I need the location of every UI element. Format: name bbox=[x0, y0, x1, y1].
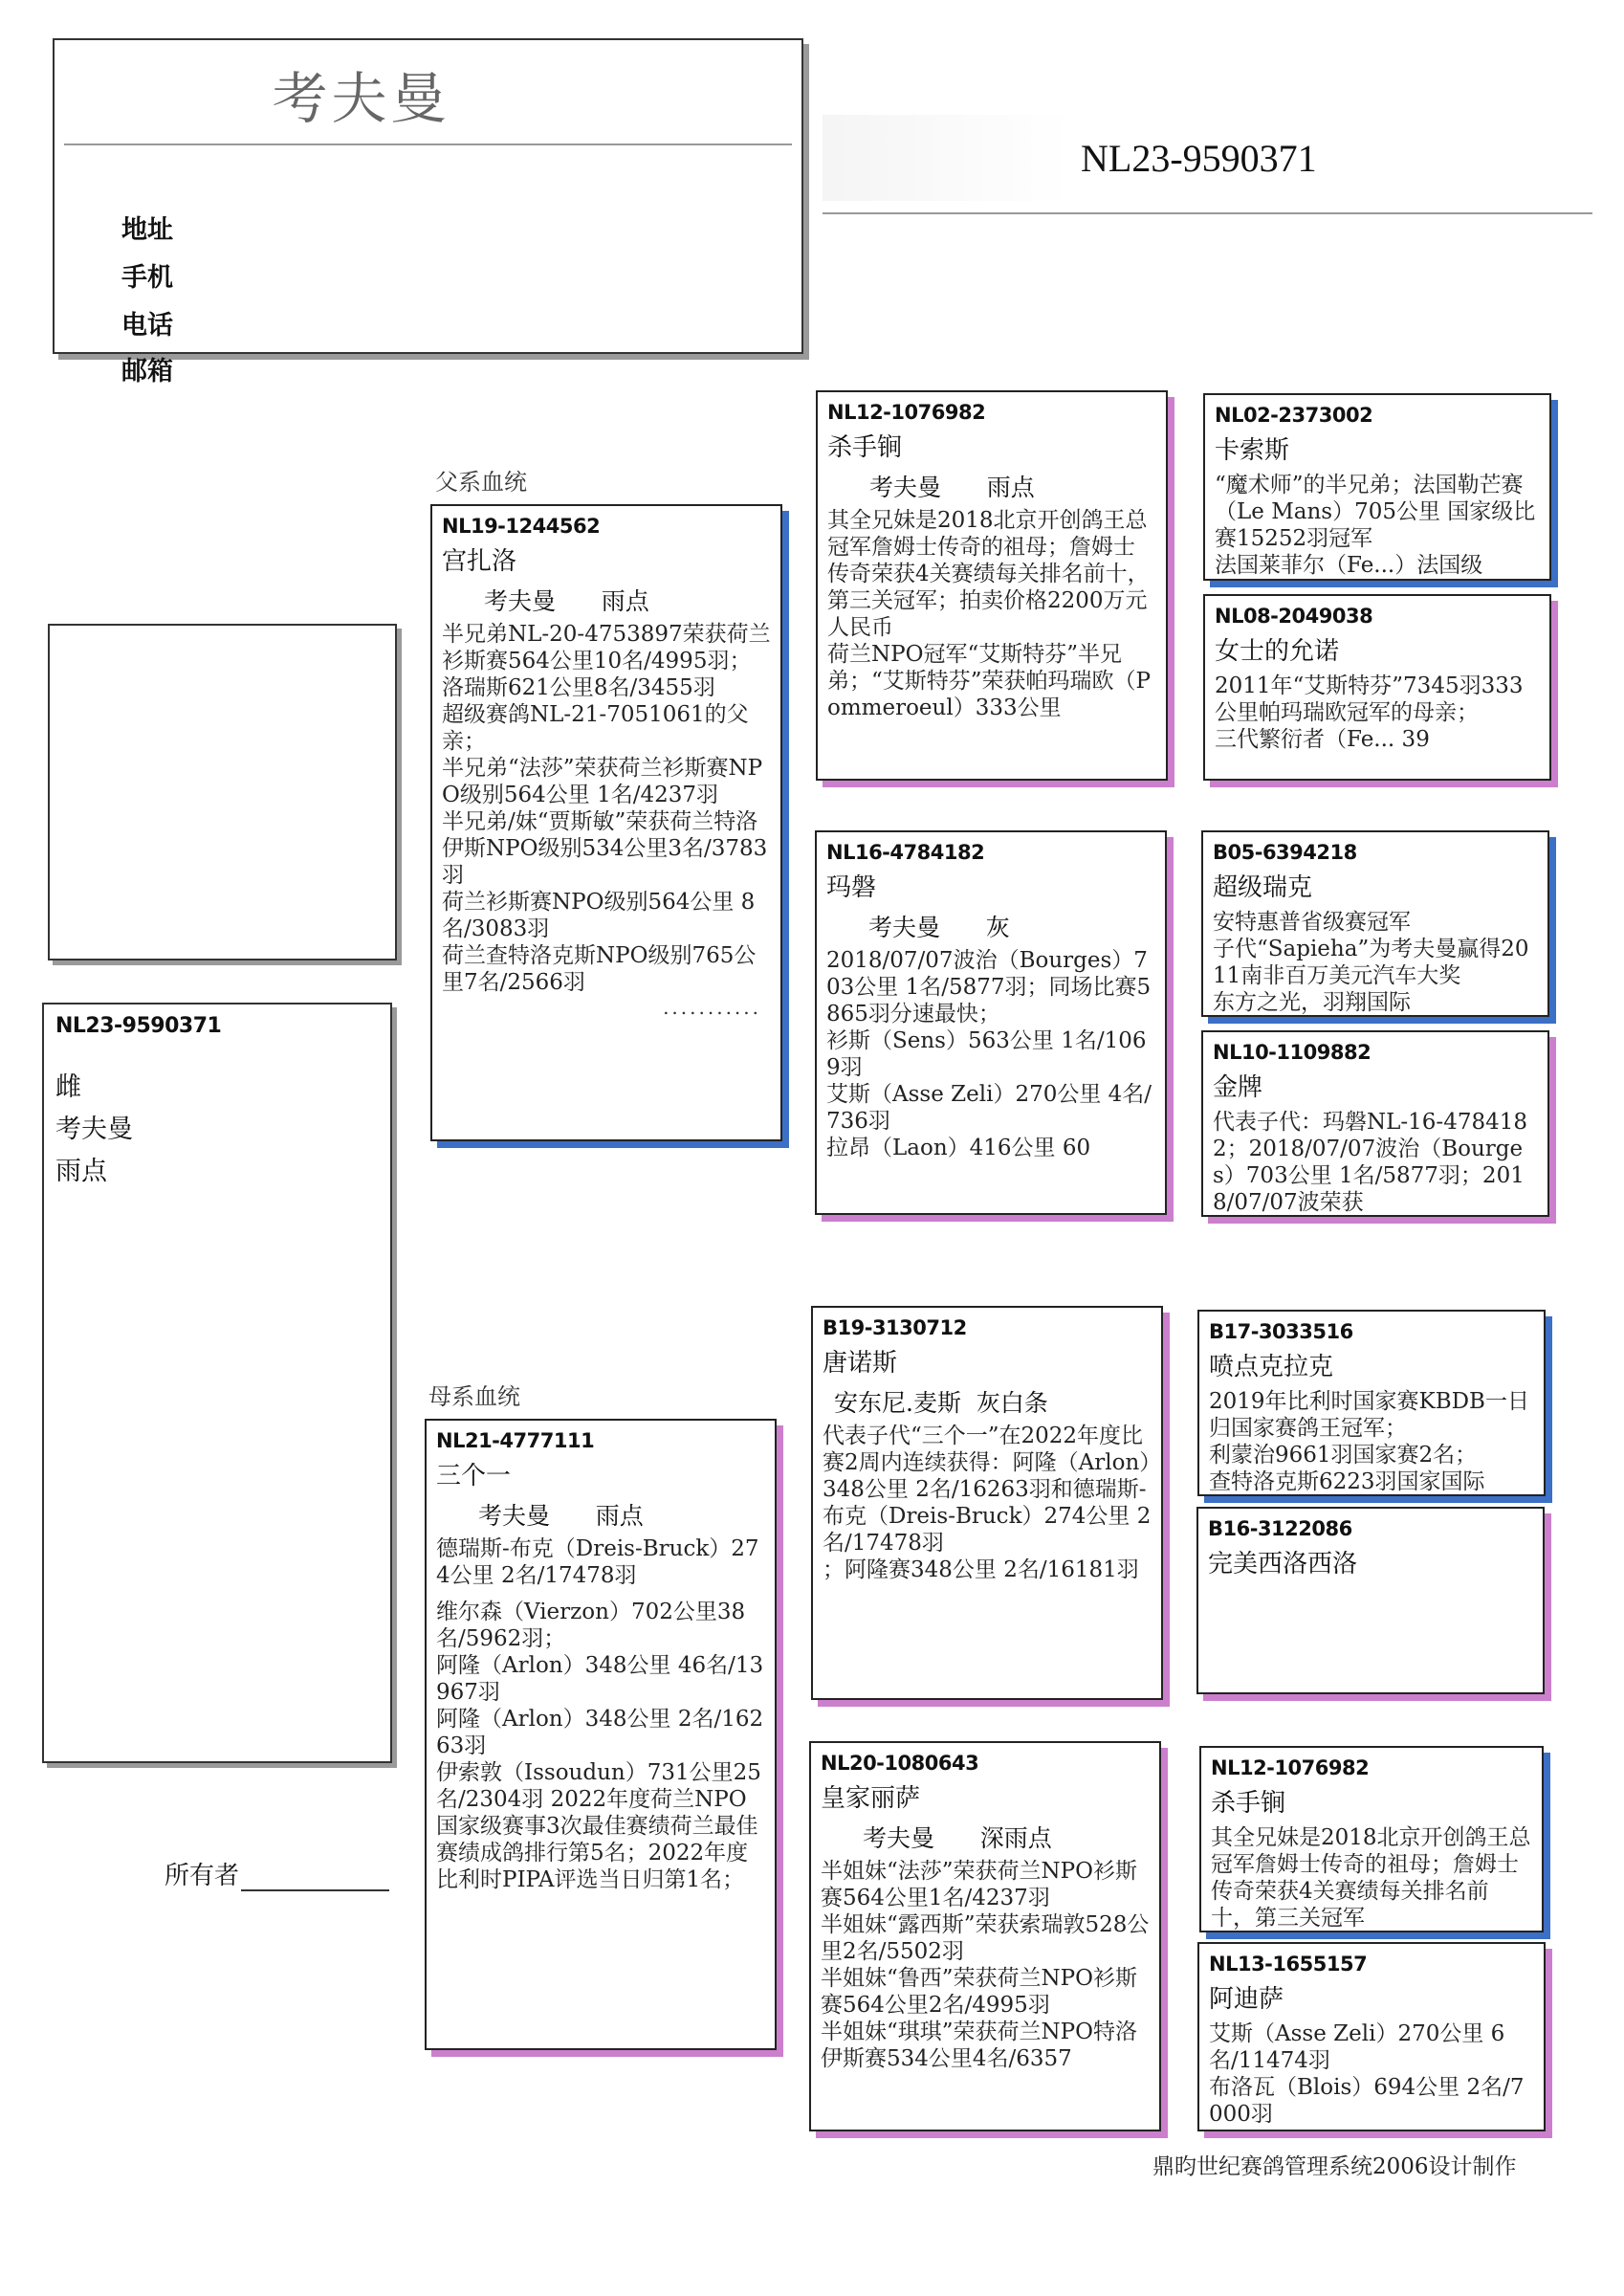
sire-dam-color: 灰 bbox=[985, 914, 1010, 941]
dam-line-label: 母系血统 bbox=[428, 1383, 520, 1410]
dam-ring: NL21-4777111 bbox=[436, 1429, 595, 1452]
dd-dam-card bbox=[1197, 1942, 1546, 2131]
dam-description-1: 德瑞斯-布克（Dreis-Bruck）274公里 2名/17478羽 bbox=[436, 1536, 759, 1588]
sire-sire-name: 杀手锏 bbox=[827, 433, 903, 462]
sire-sire-breed: 考夫曼 bbox=[869, 474, 942, 501]
sd-sire-name: 超级瑞克 bbox=[1213, 873, 1313, 902]
sire-dam-ring: NL16-4784182 bbox=[826, 841, 985, 864]
sd-sire-description: 安特惠普省级赛冠军 子代“Sapieha”为考夫曼赢得2011南非百万美元汽车大奖 东方之光，羽翔国际 bbox=[1213, 910, 1529, 1015]
ss-dam-name: 女士的允诺 bbox=[1215, 637, 1340, 666]
sire-breed-color bbox=[442, 583, 771, 621]
ss-dam-description: 2011年“艾斯特芬”7345羽333公里帕玛瑞欧冠军的母亲； 三代繁衍者（Fe... 39 bbox=[1215, 673, 1524, 752]
sire-sire-card bbox=[816, 390, 1168, 781]
ss-sire-name: 卡索斯 bbox=[1215, 436, 1290, 465]
sire-breed: 考夫曼 bbox=[484, 587, 557, 615]
ds-sire-description: 2019年比利时国家赛KBDB一日归国家赛鸽王冠军； 利蒙治9661羽国家赛2名； 查特洛克斯6223羽国家国际 bbox=[1209, 1389, 1529, 1494]
ds-dam-name: 完美西洛西洛 bbox=[1208, 1550, 1358, 1578]
bird-sex: 雌 bbox=[55, 1072, 81, 1102]
dam-sire-card bbox=[811, 1306, 1163, 1700]
dam-sire-breed: 安东尼.麦斯 bbox=[834, 1389, 961, 1417]
dam-dam-color: 深雨点 bbox=[979, 1824, 1052, 1852]
sd-sire-card bbox=[1201, 830, 1549, 1017]
dam-dam-breed-color bbox=[821, 1820, 1150, 1858]
sd-dam-description: 代表子代：玛磐NL-16-4784182；2018/07/07波治（Bourges）703公里 1名/5877羽；2018/07/07波荣获 bbox=[1213, 1110, 1528, 1215]
ss-dam-ring: NL08-2049038 bbox=[1215, 605, 1373, 628]
sd-sire-ring: B05-6394218 bbox=[1213, 841, 1357, 864]
address-label: 地址 bbox=[121, 215, 173, 245]
sire-dam-breed-color bbox=[826, 909, 1155, 947]
header-title: 考夫曼 bbox=[272, 66, 450, 131]
ds-sire-ring: B17-3033516 bbox=[1209, 1320, 1353, 1343]
dam-breed-color bbox=[436, 1497, 765, 1535]
email-label: 邮箱 bbox=[121, 357, 173, 386]
dam-card bbox=[425, 1419, 777, 2050]
sd-dam-ring: NL10-1109882 bbox=[1213, 1041, 1372, 1064]
sire-card bbox=[430, 504, 782, 1141]
dam-color: 雨点 bbox=[595, 1502, 644, 1530]
dd-sire-ring: NL12-1076982 bbox=[1211, 1756, 1370, 1779]
ring-number-backdrop bbox=[823, 115, 1071, 201]
header-divider bbox=[64, 144, 792, 145]
dd-sire-description: 其全兄妹是2018北京开创鸽王总冠军詹姆士传奇的祖母；詹姆士传奇荣获4关赛绩每关排名前十，第三关冠军 bbox=[1211, 1825, 1531, 1931]
dam-breed: 考夫曼 bbox=[478, 1502, 551, 1530]
owner-line bbox=[165, 1856, 389, 1891]
bird-ring-number: NL23-9590371 bbox=[55, 1014, 222, 1038]
sire-ring: NL19-1244562 bbox=[442, 515, 601, 538]
dam-dam-ring: NL20-1080643 bbox=[821, 1752, 979, 1775]
owner-label: 所有者 bbox=[165, 1862, 240, 1890]
sd-dam-card bbox=[1201, 1030, 1549, 1217]
sire-dam-breed: 考夫曼 bbox=[868, 914, 941, 941]
sd-dam-name: 金牌 bbox=[1213, 1073, 1263, 1102]
sire-sire-color: 雨点 bbox=[986, 474, 1035, 501]
dam-sire-color: 灰白条 bbox=[976, 1389, 1048, 1417]
dam-dam-description: 半姐妹“法莎”荣获荷兰NPO衫斯赛564公里1名/4237羽 半姐妹“露西斯”荣获索瑞敦528公里2名/5502羽 半姐妹“鲁西”荣获荷兰NPO衫斯赛564公里2名/4995羽 半姐妹“琪琪”荣获荷兰NPO特洛伊斯赛534公里4名/6357 bbox=[821, 1859, 1150, 2071]
ss-sire-description: “魔术师”的半兄弟；法国勒芒赛（Le Mans）705公里 国家级比赛15252羽冠军 法国莱菲尔（Fe...）法国级 bbox=[1215, 473, 1536, 578]
bird-breed: 考夫曼 bbox=[55, 1115, 133, 1144]
ss-sire-card bbox=[1203, 393, 1551, 581]
sire-sire-ring: NL12-1076982 bbox=[827, 401, 986, 424]
dd-dam-name: 阿迪萨 bbox=[1209, 1985, 1284, 2014]
dam-sire-name: 唐诺斯 bbox=[823, 1349, 898, 1378]
header-box bbox=[53, 38, 803, 386]
dam-sire-description: 代表子代“三个一”在2022年度比赛2周内连续获得：阿隆（Arlon）348公里 2名/16263羽和德瑞斯-布克（Dreis-Bruck）274公里 2名/17478羽 ；阿隆赛348公里 2名/16181羽 bbox=[823, 1424, 1152, 1582]
ss-dam-card bbox=[1203, 594, 1551, 781]
sire-sire-description: 其全兄妹是2018北京开创鸽王总冠军詹姆士传奇的祖母；詹姆士传奇荣获4关赛绩每关排名前十，第三关冠军；拍卖价格2200万元人民币 荷兰NPO冠军“艾斯特芬”半兄弟；“艾斯特芬”荣获帕玛瑞欧（Pommeroeul）333公里 bbox=[827, 508, 1151, 720]
ds-dam-ring: B16-3122086 bbox=[1208, 1517, 1352, 1540]
bird-color: 雨点 bbox=[55, 1157, 107, 1186]
dam-description-2: 维尔森（Vierzon）702公里38名/5962羽； 阿隆（Arlon）348公里 46名/13967羽 阿隆（Arlon）348公里 2名/16263羽 伊索敦（Issoudun）731公里25名/2304羽 2022年度荷兰NPO国家级赛事3次最佳赛绩荷兰最佳赛绩成鸽排行第5名；2022年度比利时PIPA评选当日归第1名； bbox=[436, 1600, 764, 1892]
ds-dam-card bbox=[1196, 1507, 1545, 1694]
dam-dam-breed: 考夫曼 bbox=[863, 1824, 935, 1852]
dd-sire-name: 杀手锏 bbox=[1211, 1789, 1286, 1818]
sire-description: 半兄弟NL-20-4753897荣获荷兰衫斯赛564公里10名/4995羽；洛瑞斯621公里8名/3455羽 超级赛鸽NL-21-7051061的父亲； 半兄弟“法莎”荣获荷兰衫斯赛NPO级别564公里 1名/4237羽 半兄弟/妹“贾斯敏”荣获荷兰特洛伊斯NPO级别534公里3名/3783羽 荷兰衫斯赛NPO级别564公里 8名/3083羽 荷兰查特洛克斯NPO级别765公里7名/2566羽 bbox=[442, 622, 771, 995]
sire-sire-breed-color bbox=[827, 469, 1156, 507]
ds-sire-card bbox=[1197, 1310, 1546, 1496]
dam-sire-breed-color bbox=[823, 1384, 1152, 1423]
owner-blank bbox=[241, 1889, 389, 1891]
sire-color: 雨点 bbox=[601, 587, 649, 615]
sire-name: 宫扎洛 bbox=[442, 547, 517, 576]
dam-name: 三个一 bbox=[436, 1462, 512, 1490]
phone-label: 电话 bbox=[121, 311, 173, 341]
sire-dam-name: 玛磐 bbox=[826, 873, 877, 902]
mobile-label: 手机 bbox=[121, 263, 173, 293]
dd-sire-card bbox=[1199, 1746, 1544, 1932]
bird-info-box bbox=[42, 1003, 392, 1763]
sire-line-label: 父系血统 bbox=[435, 469, 527, 496]
sire-dam-card bbox=[815, 830, 1167, 1215]
dd-dam-description: 艾斯（Asse Zeli）270公里 6名/11474羽 布洛瓦（Blois）694公里 2名/7000羽 bbox=[1209, 2021, 1525, 2127]
ss-sire-ring: NL02-2373002 bbox=[1215, 404, 1373, 427]
footer-credit: 鼎昀世纪赛鸽管理系统2006设计制作 bbox=[1152, 2154, 1517, 2179]
dam-dam-card bbox=[809, 1741, 1161, 2131]
dd-dam-ring: NL13-1655157 bbox=[1209, 1953, 1368, 1976]
photo-placeholder bbox=[48, 624, 397, 960]
ring-number-rule bbox=[823, 212, 1592, 214]
dam-sire-ring: B19-3130712 bbox=[823, 1316, 967, 1339]
ds-sire-name: 喷点克拉克 bbox=[1209, 1353, 1334, 1381]
main-ring-number: NL23-9590371 bbox=[1081, 137, 1317, 180]
sire-dam-description: 2018/07/07波治（Bourges）703公里 1名/5877羽；同场比赛5865羽分速最快； 衫斯（Sens）563公里 1名/1069羽 艾斯（Asse Zeli）270公里 4名/736羽 拉昂（Laon）416公里 60 bbox=[826, 948, 1152, 1160]
sire-dots: ........... bbox=[663, 996, 761, 1019]
dam-dam-name: 皇家丽萨 bbox=[821, 1784, 921, 1813]
